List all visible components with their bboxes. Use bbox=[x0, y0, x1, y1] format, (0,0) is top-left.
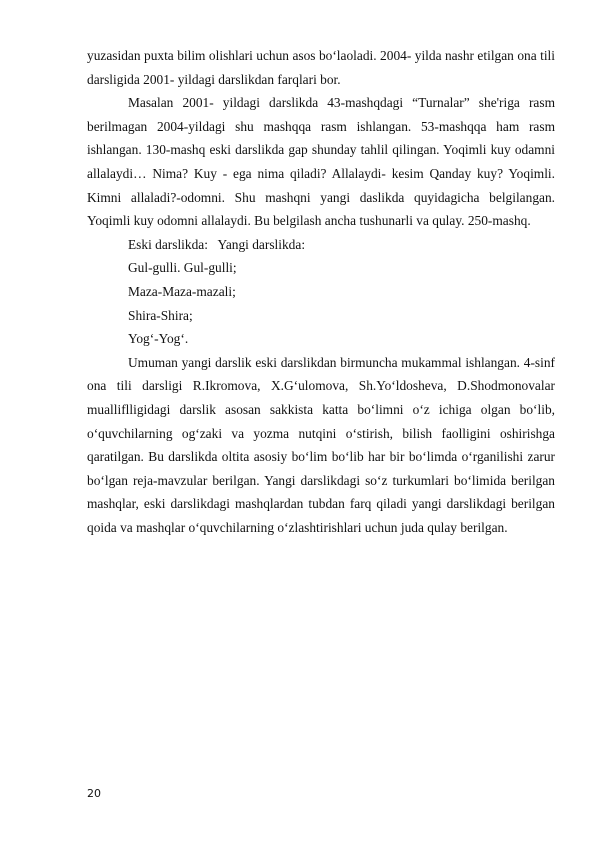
paragraph-example: Masalan 2001- yildagi darslikda 43-mashqdagi “Turnalar” she'riga rasm berilmagan 2004-yildagi shu mashqqa rasm ishlangan. 53-mashqqa ham rasm ishlangan. 130-mashq eski darslikda gap shunday tahlil qilingan. Yoqimli kuy odamni allalaydi… Nima? Kuy - ega nima qiladi? Allalaydi- kesim Qanday kuy? Yoqimli. Kimni allaladi?-odomni. Shu mashqni yangi daslikda quyidagicha belgilangan. Yoqimli kuy odomni allalaydi. Bu belgilash ancha tushunarli va qulay. 250-mashq. bbox=[87, 95, 555, 229]
list-item: Maza-Maza-mazali; bbox=[128, 283, 236, 299]
paragraph-intro: yuzasidan puxta bilim olishlari uchun asos bo‘laoladi. 2004- yilda nashr etilgan ona tili darsligida 2001- yildagi darslikdan farqlari bor. bbox=[87, 48, 555, 87]
list-header: Eski darslikda: Yangi darslikda: bbox=[128, 236, 306, 252]
list-item: Shira-Shira; bbox=[128, 307, 193, 323]
list-item: Yog‘-Yog‘. bbox=[128, 331, 189, 347]
document-body bbox=[87, 44, 555, 539]
page-number: 20 bbox=[87, 787, 101, 800]
comparison-list bbox=[87, 233, 555, 351]
paragraph-conclusion: Umuman yangi darslik eski darslikdan birmuncha mukammal ishlangan. 4-sinf ona tili darsligi R.Ikromova, X.G‘ulomova, Sh.Yo‘ldosheva, D.Shodmonovalar mualliflligidagi darslik asosan sakkista katta bo‘limni o‘z ichiga olgan bo‘lib, o‘quvchilarning og‘zaki va yozma nutqini o‘stirish, bilish faolligini oshirishga qaratilgan. Bu darslikda oltita asosiy bo‘lim bo‘lib har bir bo‘limda o‘rganilishi zarur bo‘lgan reja-mavzular berilgan. Yangi darslikdagi so‘z turkumlari bo‘limida berilgan mashqlar, eski darslikdagi mashqlardan tubdan farq qiladi yangi darslikdagi berilgan qoida va mashqlar o‘quvchilarning o‘zlashtirishlari uchun juda qulay berilgan. bbox=[87, 354, 555, 535]
list-item: Gul-gulli. Gul-gulli; bbox=[128, 260, 237, 276]
